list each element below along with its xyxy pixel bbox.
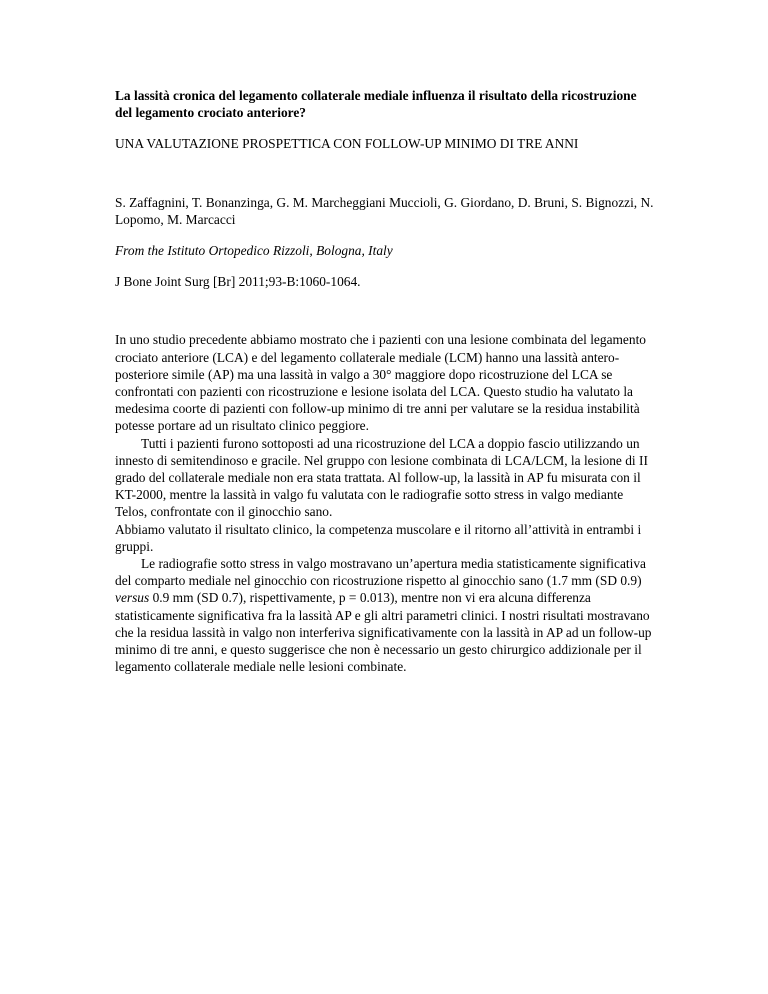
affiliation: From the Istituto Ortopedico Rizzoli, Bologna, Italy: [115, 243, 393, 259]
versus-italic: versus: [115, 590, 150, 606]
abstract-body: [115, 331, 655, 675]
author-list: S. Zaffagnini, T. Bonanzinga, G. M. Marcheggiani Muccioli, G. Giordano, D. Bruni, S. Bignozzi, N. Lopomo, M. Marcacci: [115, 194, 654, 227]
journal-citation: J Bone Joint Surg [Br] 2011;93-B:1060-1064.: [115, 274, 361, 290]
results-text-end: 0.9 mm (SD 0.7), rispettivamente, p = 0.013), mentre non vi era alcuna differenza statisticamente significativa fra la lassità AP e gli altri parametri clinici. I nostri risultati mostravano che la residua lassità in valgo non interferiva significativamente con la lassità in AP ad un follow-up minimo di tre anni, e questo suggerisce che non è necessario un gesto chirurgico addizionale per il legamento collaterale mediale nelle lesioni combinate.: [115, 590, 652, 675]
abstract-paragraph-2: Tutti i pazienti furono sottoposti ad una ricostruzione del LCA a doppio fascio utilizzando un innesto di semitendinoso e gracile. Nel gruppo con lesione combinata di LCA/LCM, la lesione di II grado del collaterale mediale non era stata trattata. Al follow-up, la lassità in AP fu misurata con il KT-2000, mentre la lassità in valgo fu valutata con le radiografie sotto stress in valgo mediante Telos, confrontate con il ginocchio sano.: [115, 435, 648, 520]
results-text-start: Le radiografie sotto stress in valgo mostravano un’apertura media statisticamente significativa del comparto mediale nel ginocchio con ricostruzione rispetto al ginocchio sano (1.7 mm (SD 0.9): [115, 556, 646, 589]
abstract-paragraph-1: In uno studio precedente abbiamo mostrato che i pazienti con una lesione combinata del legamento crociato anteriore (LCA) e del legamento collaterale mediale (LCM) hanno una lassità antero-posteriore simile (AP) ma una lassità in valgo a 30° maggiore dopo ricostruzione del LCA se confrontati con pazienti con ricostruzione e lesione isolata del LCA. Questo studio ha valutato la medesima coorte di pazienti con follow-up minimo di tre anni per valutare se la residua instabilità potesse portare ad un risultato clinico peggiore.: [115, 332, 646, 434]
abstract-paragraph-3: Abbiamo valutato il risultato clinico, la competenza muscolare e il ritorno all’attività in entrambi i gruppi.: [115, 521, 642, 554]
document-page: [115, 87, 655, 675]
abstract-paragraph-4: [115, 555, 655, 675]
document-subtitle: UNA VALUTAZIONE PROSPETTICA CON FOLLOW-UP MINIMO DI TRE ANNI: [115, 136, 579, 152]
document-title: La lassità cronica del legamento collaterale mediale influenza il risultato della ricostruzione del legamento crociato anteriore?: [115, 88, 637, 121]
